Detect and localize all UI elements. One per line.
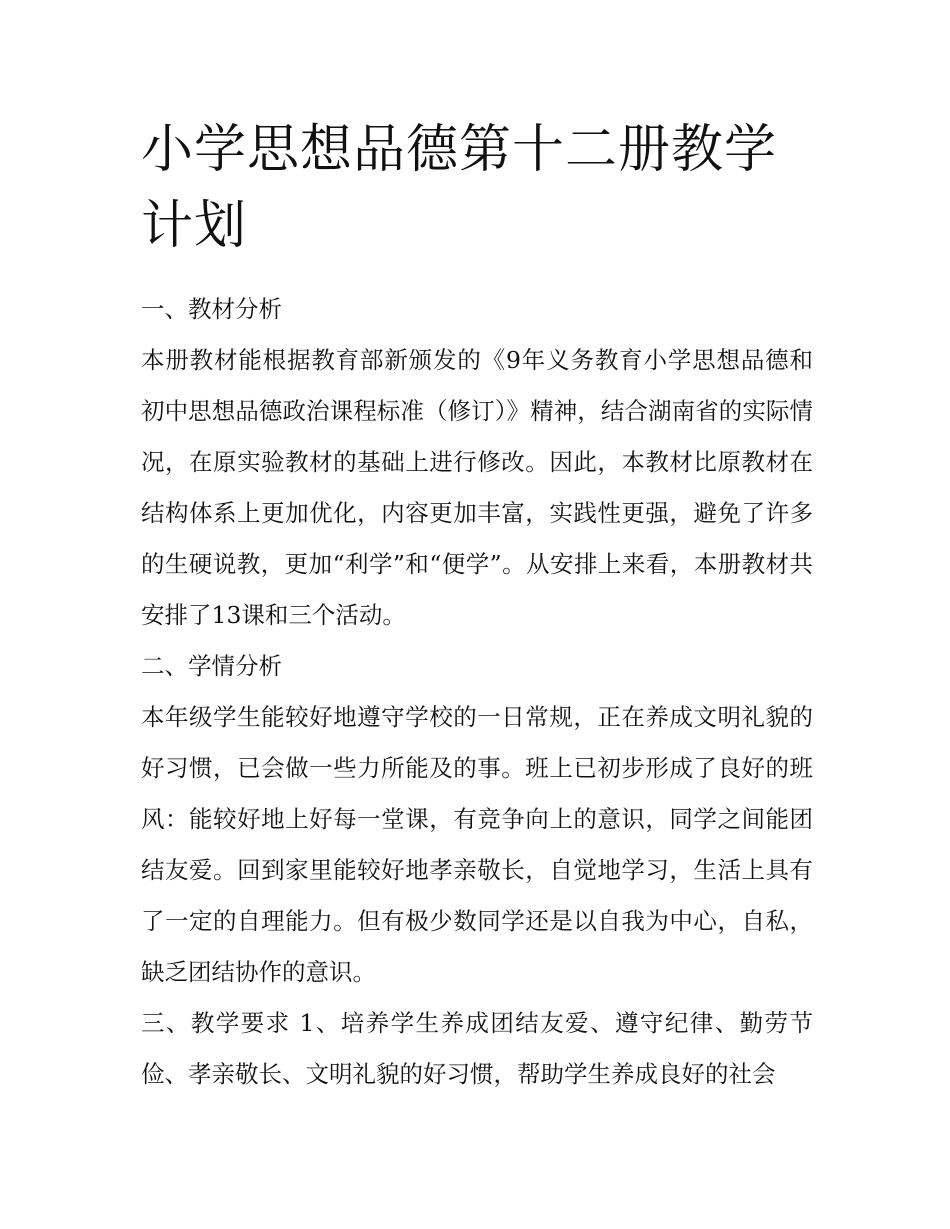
paragraph-textbook-analysis: 本册教材能根据教育部新颁发的《9年义务教育小学思想品德和初中思想品德政治课程标准（修订）》精神，结合湖南省的实际情况，在原实验教材的基础上进行修改。因此，本教材比原教材在结构体系上更加优化，内容更加丰富，实践性更强，避免了许多的生硬说教，更加“利学”和“便学”。从安排上来看，本册教材共安排了13课和三个活动。 (141, 346, 813, 629)
document-page (141, 112, 813, 1100)
section-heading-textbook-analysis: 一、教材分析 (141, 295, 282, 323)
document-title: 小学思想品德第十二册教学计划 (141, 120, 778, 256)
paragraph-teaching-requirements: 三、教学要求 1、培养学生养成团结友爱、遵守纪律、勤劳节俭、孝亲敬长、文明礼貌的好习惯，帮助学生养成良好的社会 (141, 1009, 813, 1088)
paragraph-student-analysis: 本年级学生能较好地遵守学校的一日常规，正在养成文明礼貌的好习惯，已会做一些力所能及的事。班上已初步形成了良好的班风：能较好地上好每一堂课，有竞争向上的意识，同学之间能团结友爱。回到家里能较好地孝亲敬长，自觉地学习，生活上具有了一定的自理能力。但有极少数同学还是以自我为中心，自私，缺乏团结协作的意识。 (141, 703, 813, 986)
section-heading-student-analysis: 二、学情分析 (141, 652, 282, 680)
